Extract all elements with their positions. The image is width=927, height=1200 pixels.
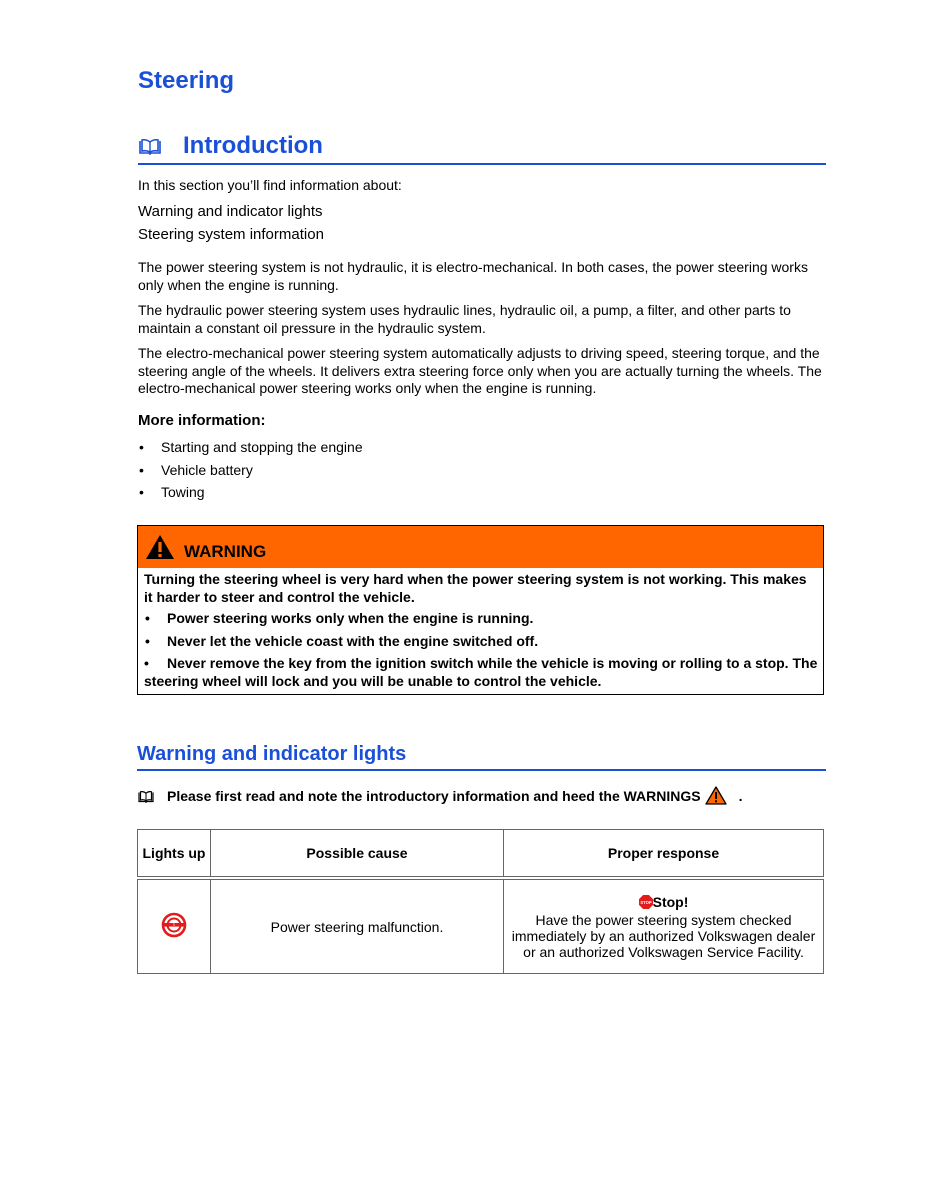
introduction-heading [138, 131, 826, 165]
bullet-icon: • [144, 655, 149, 671]
svg-text:!: ! [173, 922, 175, 928]
introduction-title: Introduction [183, 132, 323, 159]
warning-item: • Never let the vehicle coast with the engine switched off. [145, 632, 539, 649]
warning-item: • Power steering works only when the engine is running. [145, 610, 534, 626]
list-item[interactable]: • Starting and stopping the engine [139, 439, 363, 455]
warning-title: WARNING [184, 542, 267, 561]
warning-body [144, 571, 818, 695]
more-info-list [138, 438, 363, 506]
book-icon [138, 790, 154, 806]
read-note [138, 786, 743, 808]
book-icon [138, 139, 162, 160]
table-row [138, 878, 824, 974]
topic-link-steering-info[interactable]: Steering system information [138, 226, 324, 243]
column-header: Lights up [138, 830, 211, 879]
table-header-row [138, 830, 824, 879]
bullet-icon: • [145, 632, 150, 649]
warning-item: • Never remove the key from the ignition switch while the vehicle is moving or rolling to a stop. The steering wheel will lock and you will be unable to control the vehicle. [144, 655, 818, 689]
list-item[interactable]: • Towing [139, 484, 205, 500]
stop-sign-icon [639, 895, 653, 912]
bullet-icon: • [139, 461, 144, 478]
bullet-icon: • [139, 484, 144, 500]
light-cell [138, 878, 211, 974]
page-title: Steering [138, 67, 235, 94]
read-note-end: . [738, 788, 743, 804]
read-note-text: Please first read and note the introductory information and heed the WARNINGS [167, 788, 701, 804]
svg-text:STOP: STOP [639, 899, 652, 905]
paragraph: The hydraulic power steering system uses hydraulic lines, hydraulic oil, a pump, a filter, and other parts to maintain a constant oil pressure in the hydraulic system. [138, 302, 791, 336]
lights-section-heading [137, 743, 826, 771]
more-info-label: More information: [138, 412, 266, 429]
stop-line: STOP Stop! [639, 893, 689, 910]
warning-triangle-icon[interactable] [705, 786, 727, 808]
warning-header [138, 526, 823, 568]
column-header: Proper response [504, 830, 824, 879]
column-header: Possible cause [211, 830, 504, 879]
warning-triangle-icon [145, 534, 175, 565]
cause-cell: Power steering malfunction. [211, 878, 504, 974]
response-cell [504, 878, 824, 974]
paragraph: The power steering system is not hydraulic, it is electro-mechanical. In both cases, the power steering works only when the engine is running. [138, 259, 808, 293]
lights-table [137, 829, 824, 974]
steering-wheel-warning-icon [161, 922, 187, 941]
paragraph: The electro-mechanical power steering system automatically adjusts to driving speed, steering torque, and the steering angle of the wheels. It delivers extra steering force only when you are actually turning the wheels. The electro-mechanical power steering works only when the engine is running. [138, 345, 822, 396]
bullet-icon: • [145, 610, 150, 626]
topic-link-warning-lights[interactable]: Warning and indicator lights [138, 203, 323, 220]
intro-lead: In this section you’ll find information about: [138, 177, 402, 193]
lights-section-title: Warning and indicator lights [137, 743, 407, 765]
warning-box [137, 525, 824, 695]
warning-lead: Turning the steering wheel is very hard when the power steering system is not working. This makes it harder to steer and control the vehicle. [144, 571, 807, 605]
bullet-icon: • [139, 439, 144, 455]
response-text: Have the power steering system checked immediately by an authorized Volkswagen dealer or an authorized Volkswagen Service Facility. [511, 911, 816, 960]
list-item[interactable]: • Vehicle battery [139, 461, 253, 478]
